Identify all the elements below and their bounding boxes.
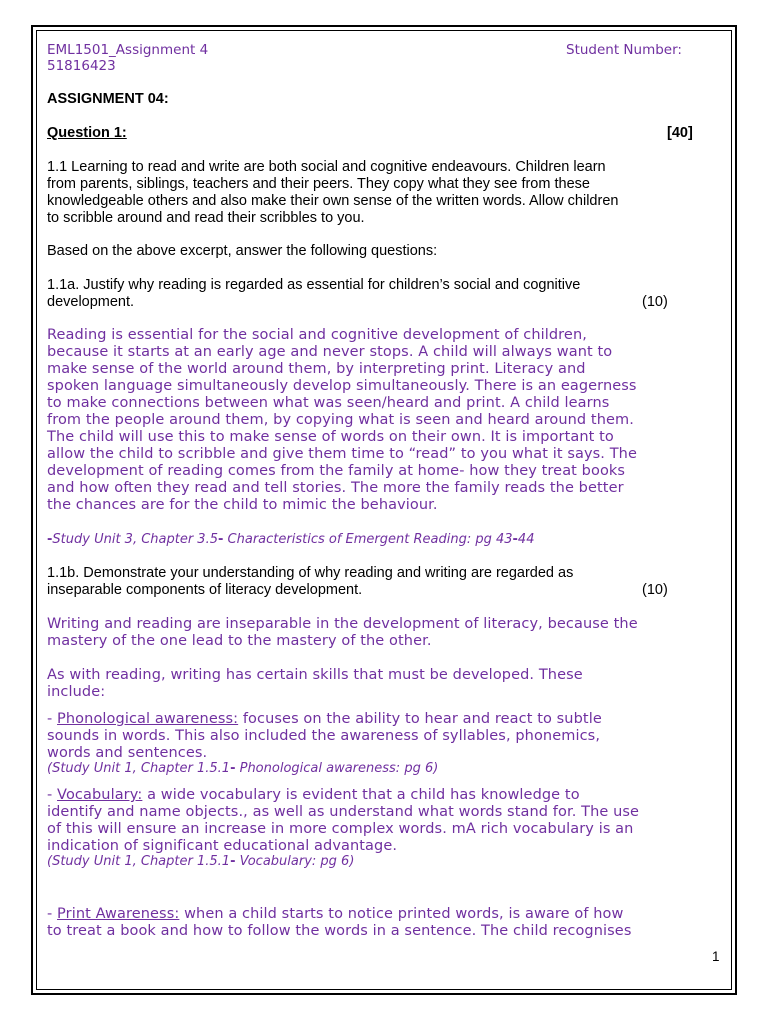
citation-dash: -: [230, 761, 236, 776]
phonological-awareness-item: [47, 711, 602, 762]
term-phonological-awareness: Phonological awareness:: [57, 711, 239, 727]
answer-1-paragraph: [47, 327, 637, 514]
item-text: focuses on the ability to hear and react to subtle: [238, 711, 602, 727]
q1a-marks: (10): [642, 294, 668, 310]
citation-part: (Study Unit 1, Chapter 1.5.1: [47, 854, 231, 869]
bullet-dash: -: [47, 906, 58, 922]
citation-part: Vocabulary: pg 6): [235, 854, 355, 869]
print-awareness-item: [47, 906, 631, 940]
answer-line: to make connections between what was seen/heard and print. A child learns: [47, 395, 610, 411]
header-student-number-label: Student Number:: [566, 42, 682, 58]
q1a-line2: development.: [47, 294, 135, 310]
answer-2-paragraph: [47, 616, 638, 650]
vocabulary-item: [47, 787, 639, 855]
answer-line: the chances are for the child to mimic the behaviour.: [47, 497, 438, 513]
intro-line: knowledgeable others and also make their own sense of the written words. Allow children: [47, 193, 619, 209]
citation-dash: -: [47, 532, 53, 547]
answer-3-paragraph: [47, 667, 583, 701]
answer-line: make sense of the world around them, by interpreting print. Literacy and: [47, 361, 586, 377]
citation-dash: -: [230, 854, 236, 869]
item-text: sounds in words. This also included the awareness of syllables, phonemics,: [47, 728, 601, 744]
citation-dash: -: [218, 532, 224, 547]
intro-line: from parents, siblings, teachers and their peers. They copy what they see from these: [47, 176, 590, 192]
citation-dash: -: [512, 532, 518, 547]
term-print-awareness: Print Awareness:: [57, 906, 180, 922]
answer-line: As with reading, writing has certain skills that must be developed. These: [47, 667, 583, 683]
item-text: of this will ensure an increase in more complex words. mA rich vocabulary is an: [47, 821, 634, 837]
answer-line: because it starts at an early age and never stops. A child will always want to: [47, 344, 613, 360]
answer-line: from the people around them, by copying what is seen and heard around them.: [47, 412, 634, 428]
item-text: when a child starts to notice printed words, is aware of how: [179, 906, 624, 922]
q1a-line1: 1.1a. Justify why reading is regarded as essential for children’s social and cognitive: [47, 277, 581, 293]
item-text: indication of significant educational advantage.: [47, 838, 398, 854]
question-marks: [40]: [667, 125, 693, 141]
item-text: a wide vocabulary is evident that a child has knowledge to: [142, 787, 580, 803]
citation-phonological: [47, 761, 438, 777]
q1b-marks: (10): [642, 582, 668, 598]
answer-line: The child will use this to make sense of words on their own. It is important to: [47, 429, 614, 445]
q1b-line2: inseparable components of literacy development.: [47, 582, 363, 598]
q1b-line1: 1.1b. Demonstrate your understanding of why reading and writing are regarded as: [47, 565, 574, 581]
bullet-dash: -: [47, 711, 58, 727]
bullet-dash: -: [47, 787, 58, 803]
answer-line: spoken language simultaneously develop simultaneously. There is an eagerness: [47, 378, 637, 394]
header-student-number: 51816423: [47, 58, 116, 74]
citation-part: Phonological awareness: pg 6): [235, 761, 439, 776]
intro-line: to scribble around and read their scribbles to you.: [47, 210, 365, 226]
intro-paragraph: [47, 159, 618, 227]
answer-line: development of reading comes from the family at home- how they treat books: [47, 463, 626, 479]
page-number: 1: [712, 949, 720, 964]
item-text: words and sentences.: [47, 745, 208, 761]
answer-line: mastery of the one lead to the mastery of the other.: [47, 633, 432, 649]
citation-vocabulary: [47, 854, 354, 870]
assignment-title: ASSIGNMENT 04:: [47, 91, 169, 107]
answer-line: allow the child to scribble and give them time to “read” to you what it says. The: [47, 446, 637, 462]
citation-part: Characteristics of Emergent Reading: pg 43: [223, 532, 513, 547]
answer-line: include:: [47, 684, 106, 700]
citation-part: (Study Unit 1, Chapter 1.5.1: [47, 761, 231, 776]
term-vocabulary: Vocabulary:: [57, 787, 143, 803]
question-label: Question 1:: [47, 125, 127, 141]
header-course: EML1501_Assignment 4: [47, 42, 209, 58]
answer-line: and how often they read and tell stories. The more the family reads the better: [47, 480, 624, 496]
intro-line: 1.1 Learning to read and write are both social and cognitive endeavours. Children learn: [47, 159, 606, 175]
item-text: identify and name objects., as well as understand what words stand for. The use: [47, 804, 640, 820]
citation-part: 44: [517, 532, 535, 547]
answer-line: Reading is essential for the social and cognitive development of children,: [47, 327, 587, 343]
answer-line: Writing and reading are inseparable in the development of literacy, because the: [47, 616, 638, 632]
instruction-text: Based on the above excerpt, answer the following questions:: [47, 243, 438, 259]
item-text: to treat a book and how to follow the words in a sentence. The child recognises: [47, 923, 632, 939]
citation-1: [47, 532, 534, 548]
citation-part: Study Unit 3, Chapter 3.5: [52, 532, 218, 547]
